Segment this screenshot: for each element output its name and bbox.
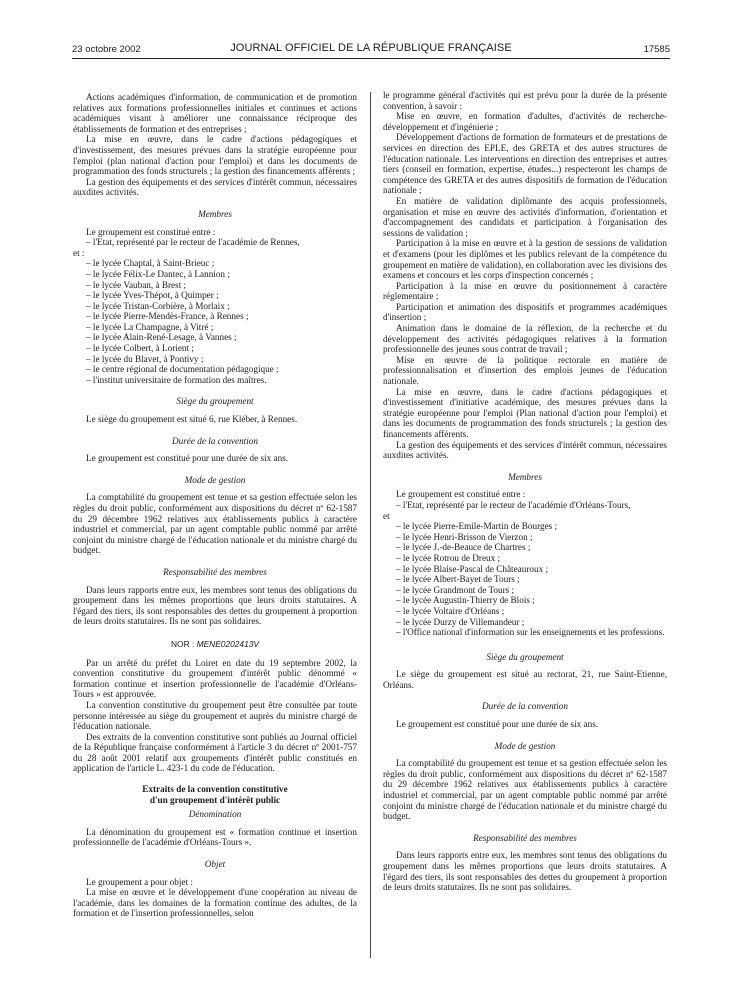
paragraph: Le groupement est constitué pour une durée de six ans. [396, 719, 599, 730]
paragraph: Développement d'actions de formation de formateurs et de prestations de services en direction des EPLE, des GRETA et des autres structures de l'éducation nationale. Les interventions en direction des entreprises et autres tiers (conseil en formation, expertise, études...) respecteront les champs de compétence des GRETA et des autres dispositifs de formation de l'éducation nationale ; [383, 132, 667, 196]
list-item: – l'institut universitaire de formation des maîtres. [86, 374, 267, 385]
list-item: – le centre régional de documentation pédagogique ; [86, 364, 279, 375]
page-header [72, 41, 670, 57]
header-rule [72, 58, 670, 59]
section-heading-membres: Membres [508, 471, 542, 482]
list-item: – le lycée Pierre-Emile-Martin de Bourges ; [396, 521, 558, 532]
list-item: – le lycée J.-de-Beauce de Chartres ; [396, 542, 531, 553]
list-item: – le lycée Pierre-Mendès-France, à Rennes ; [86, 311, 249, 322]
list-item: – l'Office national d'information sur les enseignements et les professions. [396, 627, 665, 638]
list-item: – le lycée Félix-Le Dantec, à Lannion ; [86, 268, 230, 279]
paragraph: La mise en œuvre, dans le cadre d'actions pédagogiques et d'investissement, des mesures prévues dans la stratégie européenne pour l'emploi (plan national d'action pour l'emploi) et dans les documents de programmation des fonds structurels ; la gestion des financements afférents ; [73, 134, 357, 177]
paragraph: Mise en œuvre de la politique rectorale en matière de professionnalisation et d'insertion des emplois jeunes de l'éducation nationale. [383, 354, 667, 387]
paragraph: La gestion des équipements et des services d'intérêt commun, nécessaires auxdites activités. [383, 439, 667, 461]
member-etat: – l'Etat, représenté par le recteur de l'académie d'Orléans-Tours, [396, 499, 631, 510]
paragraph: Le groupement a pour objet : [86, 876, 193, 887]
list-item: – le lycée Vauban, à Brest ; [86, 279, 187, 290]
members-list [383, 521, 667, 638]
right-column [383, 90, 667, 893]
paragraph: Dans leurs rapports entre eux, les membres sont tenus des obligations du groupement dans les mêmes proportions que leurs droits statutaires. A l'égard des tiers, ils sont responsables des dettes du groupement à proportion de leurs droits statutaires. Ils ne sont pas solidaires. [383, 850, 667, 893]
nor-reference [73, 639, 357, 650]
list-item: – le lycée Yves-Thépot, à Quimper ; [86, 290, 219, 301]
conjunction: et : [73, 247, 85, 258]
column-divider [370, 92, 371, 958]
list-item: – le lycée Albert-Bayet de Tours ; [396, 574, 520, 585]
header-title: JOURNAL OFFICIEL DE LA RÉPUBLIQUE FRANÇAISE [230, 42, 512, 54]
list-item: – le lycée Durzy de Villemandeur ; [396, 616, 525, 627]
section-heading-gestion: Mode de gestion [184, 474, 246, 485]
list-item: – le lycée Augustin-Thierry de Blois ; [396, 595, 535, 606]
section-heading-responsabilite: Responsabilité des membres [473, 832, 577, 843]
nor-code: MENE0202413V [196, 638, 259, 649]
paragraph: Par un arrêté du préfet du Loiret en date du 19 septembre 2002, la convention constitutive du groupement d'intérêt public dénommé « formation continue et insertion professionnelle de l'académie d'Orléans-Tours » est approuvée. [73, 657, 357, 700]
paragraph: Actions académiques d'information, de communication et de promotion relatives aux formations professionnelles initiales et continues et actions académiques visant à améliorer une connaissance réciproque des établissements de formation et des entreprises ; [73, 92, 357, 134]
paragraph: Animation dans le domaine de la réflexion, de la recherche et du développement des activités pédagogiques relatives à la formation professionnelle des jeunes sous contrat de travail ; [383, 323, 667, 355]
members-list [73, 258, 357, 385]
section-heading-duree: Durée de la convention [482, 701, 568, 712]
paragraph: La mise en œuvre et le développement d'une coopération au niveau de l'académie, dans les domaines de la formation continue des adultes, de la formation et de l'insertion professionnelles, selon [73, 887, 357, 919]
list-item: – le lycée Rotrou de Dreux ; [396, 552, 501, 563]
paragraph: La gestion des équipements et des services d'intérêt commun, nécessaires auxdites activités. [73, 176, 357, 198]
paragraph: En matière de validation diplômante des acquis professionnels, organisation et mise en œuvre des activités d'information, d'orientation et d'accompagnement des candidats et participation à l'organisation des sessions de validation ; [383, 195, 667, 238]
paragraph: Le groupement est constitué entre : [396, 489, 526, 500]
list-item: – le lycée Chaptal, à Saint-Brieuc ; [86, 258, 215, 269]
paragraph: Le groupement est constitué entre : [86, 226, 216, 237]
header-date: 23 octobre 2002 [72, 44, 141, 55]
paragraph: Participation à la mise en œuvre du positionnement à caractère réglementaire ; [383, 280, 667, 302]
paragraph: La comptabilité du groupement est tenue et sa gestion effectuée selon les règles du droit public, conformément aux dispositions du décret nº 62-1587 du 29 décembre 1962 relatives aux établissements publics à caractère industriel et commercial, par un agent comptable public nommé par arrêté conjoint du ministre chargé de l'éducation nationale et du ministre chargé du budget. [73, 492, 357, 556]
paragraph: Le siège du groupement est situé 6, rue Kléber, à Rennes. [86, 414, 298, 425]
list-item: – le lycée Voltaire d'Orléans ; [396, 605, 505, 616]
paragraph: La comptabilité du groupement est tenue et sa gestion effectuée selon les règles du droit public, conformément aux dispositions du décret nº 62-1587 du 29 décembre 1962 relatives aux établissements publics à caractère industriel et commercial, par un agent comptable public nommé par arrêté conjoint du ministre chargé de l'éducation nationale et du ministre chargé du budget. [383, 758, 667, 822]
list-item: – le lycée Colbert, à Lorient ; [86, 343, 194, 354]
header-page-number: 17585 [643, 44, 670, 55]
list-item: – le lycée Alain-René-Lesage, à Vannes ; [86, 332, 237, 343]
paragraph: Dans leurs rapports entre eux, les membres sont tenus des obligations du groupement dans les mêmes proportions que leurs droits statutaires. A l'égard des tiers, ils sont responsables des dettes du groupement à proportion de leurs droits statutaires. Ils ne sont pas solidaires. [73, 584, 357, 627]
section-heading-membres: Membres [198, 208, 232, 219]
paragraph: le programme général d'activités qui est prévu pour la durée de la présente convention, à savoir : [383, 90, 667, 111]
paragraph: Participation et animation des dispositifs et programmes académiques d'insertion ; [383, 301, 667, 323]
paragraph: La convention constitutive du groupement peut être consultée par toute personne intéressée au siège du groupement et auprès du ministre chargé de l'éducation nationale. [73, 699, 357, 732]
section-heading-duree: Durée de la convention [172, 435, 258, 446]
paragraph: La dénomination du groupement est « formation continue et insertion professionnelle de l'académie d'Orléans-Tours ». [73, 826, 357, 848]
member-etat: – l'Etat, représenté par le recteur de l'académie de Rennes, [86, 237, 300, 248]
extraits-heading-line1: Extraits de la convention constitutive [142, 784, 288, 795]
left-column [73, 92, 357, 919]
list-item: – le lycée Blaise-Pascal de Châteauroux ; [396, 563, 549, 574]
nor-label: NOR : [171, 638, 195, 649]
list-item: – le lycée du Blavet, à Pontivy ; [86, 353, 204, 364]
paragraph: Mise en œuvre, en formation d'adultes, d'activités de recherche-développement et d'ingénierie ; [383, 111, 667, 132]
paragraph: Le groupement est constitué pour une durée de six ans. [86, 453, 289, 464]
section-heading-siege: Siège du groupement [176, 396, 254, 407]
section-heading-responsabilite: Responsabilité des membres [163, 566, 267, 577]
section-heading-objet: Objet [204, 859, 226, 870]
extraits-heading-line2: d'un groupement d'intérêt public [149, 794, 281, 805]
section-heading-siege: Siège du groupement [486, 651, 564, 662]
list-item: – le lycée La Champagne, à Vitré ; [86, 321, 214, 332]
conjunction: et [383, 510, 390, 521]
paragraph: Le siège du groupement est situé au rectorat, 21, rue Saint-Etienne, Orléans. [383, 669, 667, 690]
section-heading-denomination: Dénomination [188, 809, 242, 820]
paragraph: Participation à la mise en œuvre et à la gestion de sessions de validation et d'examens (pour les diplômes et les publics relevant de la compétence du groupement en matière de validation), en collaboration avec les divisions des examens et concours et les corps d'inspection concernés ; [383, 238, 667, 281]
section-heading-gestion: Mode de gestion [494, 740, 556, 751]
list-item: – le lycée Henri-Brisson de Vierzon ; [396, 531, 533, 542]
paragraph: La mise en œuvre, dans le cadre d'actions pédagogiques et d'investissement d'initiative académique, des mesures prévues dans la stratégie européenne pour l'emploi (Plan national d'action pour l'emploi) et dans les documents de programmation des fonds structurels ; la gestion des financements afférents. [383, 386, 667, 439]
list-item: – le lycée Tristan-Corbière, à Morlaix ; [86, 300, 230, 311]
paragraph: Des extraits de la convention constitutive sont publiés au Journal officiel de la République française conformément à l'article 3 du décret nº 2001-757 du 28 août 2001 relatif aux groupements d'intérêt public constitués en application de l'article L. 423-1 du code de l'éducation. [73, 731, 357, 774]
list-item: – le lycée Grandmont de Tours ; [396, 584, 515, 595]
